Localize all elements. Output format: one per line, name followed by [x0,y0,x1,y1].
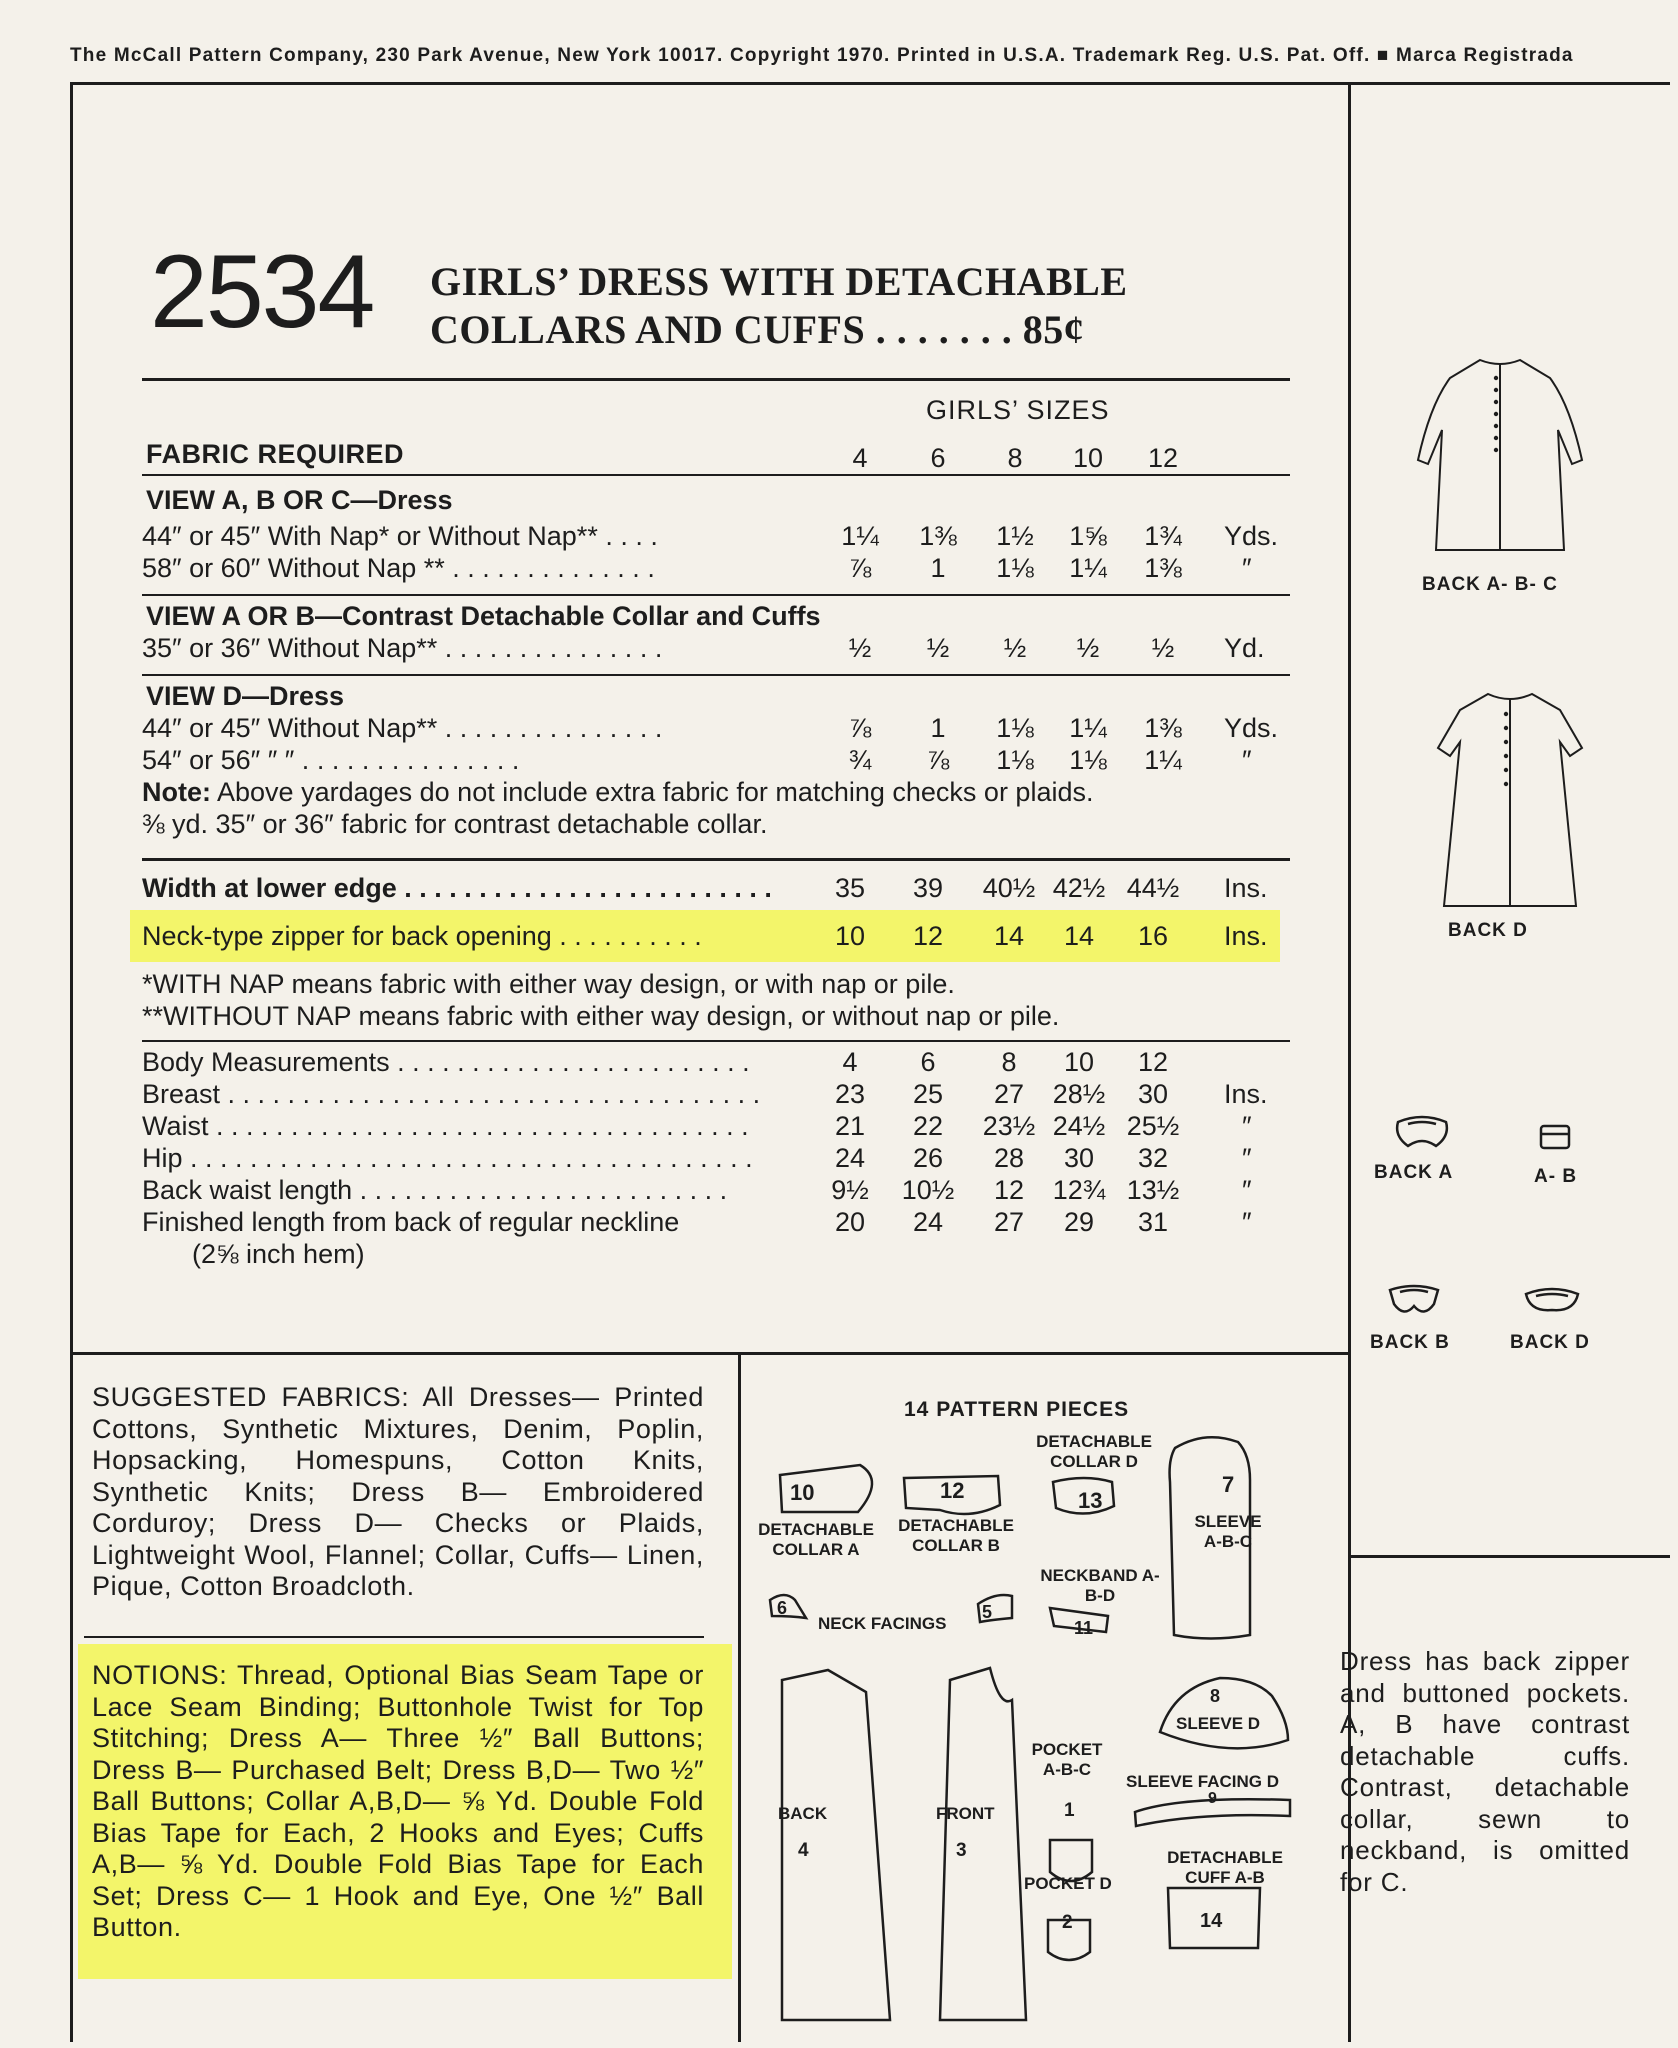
yardage-row: 35″ or 36″ Without Nap** . . . . . . . . . . . . . . . ½ ½ ½ ½ ½ Yd. [142,633,1265,663]
piece-number: 1 [1064,1800,1075,1821]
piece-number: 10 [790,1480,815,1505]
frame-desc-divider [1348,1555,1670,1558]
piece-number: 6 [777,1598,788,1618]
piece-label: DETACHABLE COLLAR D [1036,1432,1152,1471]
yardage-row: 54″ or 56″ ″ ″ . . . . . . . . . . . . . . . ¾ ⅞ 1⅛ 1⅛ 1¼ ″ [142,745,1252,775]
piece-number: 11 [1074,1618,1094,1638]
measurement-row: Waist . . . . . . . . . . . . . . . . . . . . . . . . . . . . . . . . . . . . 21 22 23½ 24½ 25½ ″ [142,1111,1252,1141]
sketch-back-abc [1400,350,1600,560]
measurement-row: Hip . . . . . . . . . . . . . . . . . . . . . . . . . . . . . . . . . . . . . . 24 26 28 30 32 ″ [142,1143,1252,1173]
fabric-required-label: FABRIC REQUIRED [146,439,405,469]
suggested-fabrics: SUGGESTED FABRICS: All Dresses— Printed Cottons, Synthetic Mixtures, Denim, Poplin, Hopsacking, Homespuns, Cotton Knits, Synthetic Knits; Dress B— Embroidered Corduroy; Dress D— Checks or Plaids, Lightweight Wool, Flannel; Collar, Cuffs— Linen, Pique, Cotton Broadcloth. [92,1382,704,1601]
piece-label: SLEEVE FACING D [1126,1772,1280,1791]
copyright-line: The McCall Pattern Company, 230 Park Avenue, New York 10017. Copyright 1970. Printed in U.S.A. Trademark Reg. U.S. Pat. Off. ■ Marca Registrada [70,45,1574,66]
title-rule [142,378,1290,381]
size-col: 4 [852,443,868,473]
piece-number: 13 [1078,1488,1103,1513]
piece-label: FRONT [936,1804,995,1823]
section-rule [142,1040,1290,1042]
piece-label: POCKET A-B-C [1031,1740,1103,1779]
section-rule [142,858,1290,861]
collar-back-a-icon [1392,1112,1452,1152]
piece-number: 4 [798,1840,809,1861]
size-col: 12 [1147,443,1179,473]
view-abc-heading: VIEW A, B OR C—Dress [146,485,453,515]
collar-back-b-icon [1384,1282,1444,1322]
piece-number: 7 [1222,1472,1235,1497]
view-rule [142,594,1290,596]
yardage-row: 44″ or 45″ With Nap* or Without Nap** . . . . 1¼ 1⅜ 1½ 1⅝ 1¾ Yds. [142,521,1279,551]
piece-label: SLEEVE A-B-C [1194,1512,1262,1551]
view-d-heading: VIEW D—Dress [146,681,345,711]
piece-label: BACK [778,1804,828,1823]
piece-3-shape [940,1668,1026,2020]
yardage-row: 58″ or 60″ Without Nap ** . . . . . . . . . . . . . . ⅞ 1 1⅛ 1¼ 1⅜ ″ [142,553,1252,583]
view-ab-heading: VIEW A OR B—Contrast Detachable Collar and Cuffs [146,601,821,631]
frame-left [70,82,73,2042]
sketch-label: BACK B [1370,1332,1450,1353]
zipper-row: Neck-type zipper for back opening . . . . . . . . . . 10 12 14 14 16 Ins. [142,921,1268,951]
sketch-back-d [1410,684,1610,914]
size-col: 10 [1072,443,1104,473]
frame-middle-divider [70,1352,1350,1355]
yardage-row: 44″ or 45″ Without Nap** . . . . . . . . . . . . . . . ⅞ 1 1⅛ 1¼ 1⅜ Yds. [142,713,1279,743]
piece-number: 3 [956,1840,967,1861]
sketch-label: BACK D [1510,1332,1590,1353]
pattern-title [430,258,1128,354]
pattern-pieces-heading: 14 PATTERN PIECES [904,1398,1130,1421]
piece-label: NECK FACINGS [818,1614,947,1633]
piece-number: 5 [982,1602,993,1622]
sketch-label: A- B [1534,1166,1578,1187]
piece-6-shape [770,1595,806,1618]
cuff-ab-icon [1538,1122,1572,1152]
piece-number: 8 [1210,1686,1221,1706]
title-line-2: COLLARS AND CUFFS . . . . . . . 85¢ [430,307,1085,352]
piece-number: 9 [1208,1790,1217,1807]
measurement-row: Back waist length . . . . . . . . . . . . . . . . . . . . . . . . . 9½ 10½ 12 12¾ 13½ ″ [142,1175,1252,1205]
piece-label: DETACHABLE CUFF A-B [1167,1848,1283,1887]
sketch-label: BACK A- B- C [1422,574,1558,595]
view-rule [142,674,1290,676]
note-text-2: ⅜ yd. 35″ or 36″ fabric for contrast detachable collar. [142,809,768,839]
notions: NOTIONS: Thread, Optional Bias Seam Tape or Lace Seam Binding; Buttonhole Twist for Top Stitching; Dress A— Three ½″ Ball Buttons; Dress B— Purchased Belt; Dress B,D— Two ½″ Ball Buttons; Collar A,B,D— ⅝ Yd. Double Fold Bias Tape for Each, 2 Hooks and Eyes; Cuffs A,B— ⅝ Yd. Double Fold Bias Tape for Each Set; Dress C— 1 Hook and Eye, One ½″ Ball Button. [92,1660,704,1942]
measurement-row: Breast . . . . . . . . . . . . . . . . . . . . . . . . . . . . . . . . . . . . 23 25 27 28½ 30 Ins. [142,1079,1268,1109]
frame-top [70,82,1670,85]
piece-label: DETACHABLE COLLAR A [758,1520,874,1559]
piece-label: SLEEVE D [1176,1714,1261,1733]
nap-note-2: **WITHOUT NAP means fabric with either way design, or without nap or pile. [142,1001,1060,1031]
size-col: 6 [930,443,946,473]
title-line-1: GIRLS’ DRESS WITH DETACHABLE [430,259,1128,304]
sketch-label: BACK A [1374,1162,1454,1183]
piece-number: 14 [1200,1910,1223,1932]
note-text: Note: Above yardages do not include extra fabric for matching checks or plaids. [142,777,1094,807]
hem-note: (2⅝ inch hem) [192,1239,365,1269]
measurement-row: Body Measurements . . . . . . . . . . . . . . . . . . . . . . . . 4 6 8 10 12 [142,1047,1169,1077]
sketch-label: BACK D [1448,920,1528,941]
piece-label: POCKET D [1024,1874,1112,1893]
size-col: 8 [1007,443,1023,473]
collar-back-d-icon [1522,1284,1582,1320]
sizes-header: GIRLS’ SIZES [926,395,1110,425]
pattern-number: 2534 [150,234,374,350]
nap-note-1: *WITH NAP means fabric with either way design, or with nap or pile. [142,969,955,999]
piece-number: 12 [940,1478,965,1503]
frame-col-divider [738,1352,741,2042]
width-row: Width at lower edge . . . . . . . . . . . . . . . . . . . . . . . . . 35 39 40½ 42½ 44½ Ins. [142,873,1268,903]
size-header-row [142,442,1282,474]
fabric-rule [142,474,1290,476]
dress-description: Dress has back zipper and buttoned pockets. A, B have contrast detachable cuffs. Contrast, detachable collar, sewn to neckband, is omitted for C. [1340,1646,1630,1897]
measurement-row: Finished length from back of regular neckline 20 24 27 29 31 ″ [142,1207,1252,1237]
piece-number: 2 [1062,1912,1073,1933]
piece-label: NECKBAND A-B-D [1040,1566,1160,1605]
piece-label: DETACHABLE COLLAR B [898,1516,1014,1555]
fabrics-rule [84,1636,704,1638]
